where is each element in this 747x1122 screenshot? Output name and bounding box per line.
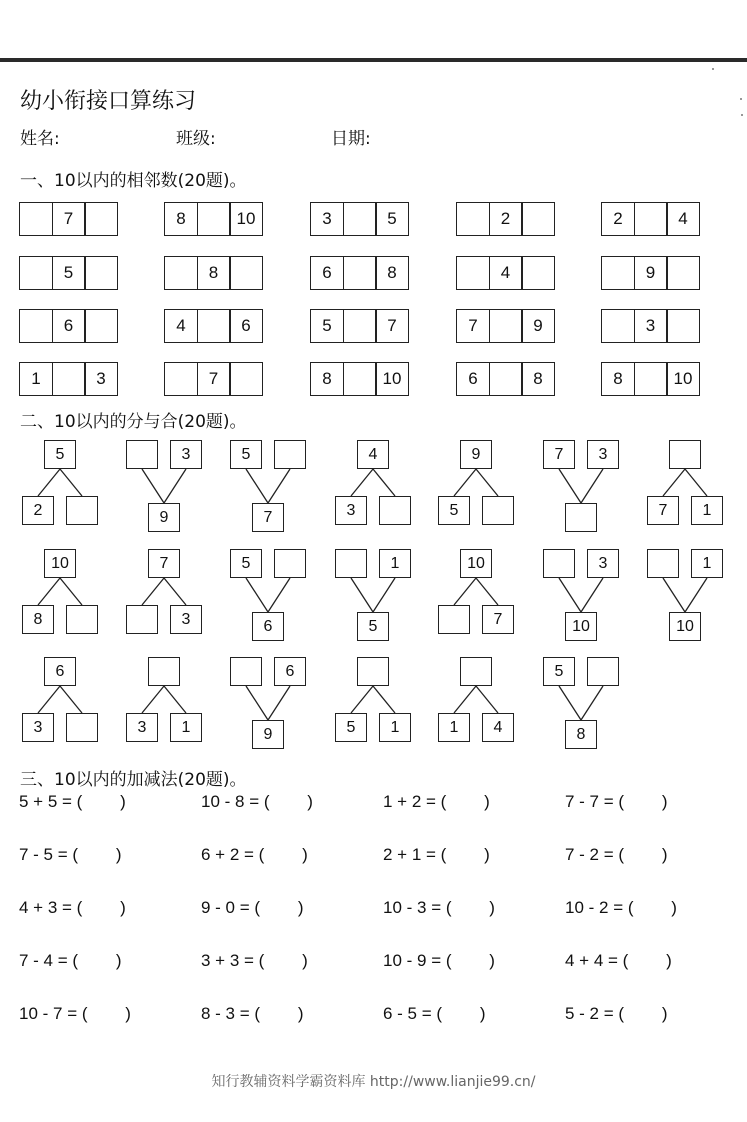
bond-line — [476, 578, 498, 605]
bond-line — [60, 469, 82, 496]
blank-answer-box[interactable] — [601, 256, 635, 290]
number-box: 4 — [164, 309, 198, 343]
neighbor-group — [164, 362, 263, 396]
neighbor-group — [19, 202, 118, 236]
blank-answer-box[interactable] — [647, 549, 679, 578]
neighbor-group — [310, 256, 409, 290]
number-box: 6 — [229, 309, 263, 343]
number-box: 7 — [252, 503, 284, 532]
number-box: 3 — [170, 605, 202, 634]
blank-answer-box[interactable] — [379, 496, 411, 525]
bond-line — [60, 686, 82, 713]
scan-speck — [712, 68, 714, 70]
number-box: 8 — [197, 256, 231, 290]
number-box: 1 — [691, 496, 723, 525]
equation-item[interactable]: 1 + 2 = ( ) — [383, 792, 490, 811]
number-bond-merge — [335, 549, 435, 641]
bond-line — [454, 469, 476, 496]
number-box: 5 — [44, 440, 76, 469]
number-box: 7 — [197, 362, 231, 396]
bond-line — [38, 578, 60, 605]
number-box: 5 — [357, 612, 389, 641]
bond-line — [581, 578, 603, 612]
number-box: 6 — [44, 657, 76, 686]
number-box: 5 — [52, 256, 86, 290]
equation-item[interactable]: 9 - 0 = ( ) — [201, 898, 304, 917]
blank-answer-box[interactable] — [197, 202, 231, 236]
blank-answer-box[interactable] — [460, 657, 492, 686]
blank-answer-box[interactable] — [84, 256, 118, 290]
number-box: 3 — [84, 362, 118, 396]
blank-answer-box[interactable] — [634, 202, 668, 236]
number-box: 8 — [375, 256, 409, 290]
bond-line — [164, 686, 186, 713]
number-box: 1 — [438, 713, 470, 742]
number-box: 8 — [565, 720, 597, 749]
blank-answer-box[interactable] — [66, 496, 98, 525]
blank-answer-box[interactable] — [587, 657, 619, 686]
number-bond-split — [335, 440, 435, 532]
number-box: 3 — [126, 713, 158, 742]
neighbor-group — [310, 309, 409, 343]
bond-line — [164, 469, 186, 503]
equation-item[interactable]: 10 - 2 = ( ) — [565, 898, 677, 917]
number-box: 9 — [252, 720, 284, 749]
number-box: 4 — [666, 202, 700, 236]
number-box: 9 — [148, 503, 180, 532]
bond-line — [685, 578, 707, 612]
neighbor-group — [19, 362, 118, 396]
number-bond-merge — [230, 549, 330, 641]
bond-line — [246, 686, 268, 720]
number-box: 1 — [691, 549, 723, 578]
number-box: 1 — [379, 549, 411, 578]
bond-line — [268, 578, 290, 612]
blank-answer-box[interactable] — [438, 605, 470, 634]
number-box: 6 — [310, 256, 344, 290]
number-bond-merge — [230, 440, 330, 532]
bond-line — [559, 578, 581, 612]
number-box: 1 — [170, 713, 202, 742]
number-bond-split — [126, 657, 226, 749]
number-bond-merge — [543, 549, 643, 641]
blank-answer-box[interactable] — [229, 362, 263, 396]
bond-line — [454, 686, 476, 713]
blank-answer-box[interactable] — [343, 202, 377, 236]
number-box: 3 — [587, 549, 619, 578]
number-bond-split — [438, 657, 538, 749]
equation-item[interactable]: 7 - 4 = ( ) — [19, 951, 122, 970]
neighbor-group — [456, 362, 555, 396]
number-box: 10 — [375, 362, 409, 396]
blank-answer-box[interactable] — [521, 256, 555, 290]
blank-answer-box[interactable] — [565, 503, 597, 532]
number-box: 5 — [230, 440, 262, 469]
bond-line — [38, 469, 60, 496]
blank-answer-box[interactable] — [164, 256, 198, 290]
bond-line — [268, 686, 290, 720]
equation-item[interactable]: 3 + 3 = ( ) — [201, 951, 308, 970]
blank-answer-box[interactable] — [357, 657, 389, 686]
bond-line — [373, 469, 395, 496]
blank-answer-box[interactable] — [66, 605, 98, 634]
number-box: 5 — [335, 713, 367, 742]
number-box: 9 — [634, 256, 668, 290]
section-2-title: 二、10以内的分与合(20题)。 — [20, 412, 247, 432]
number-bond-split — [438, 549, 538, 641]
equation-item[interactable]: 7 - 2 = ( ) — [565, 845, 668, 864]
number-box: 5 — [543, 657, 575, 686]
number-bond-merge — [543, 440, 643, 532]
number-box: 9 — [460, 440, 492, 469]
bond-line — [476, 469, 498, 496]
number-box: 3 — [335, 496, 367, 525]
number-box: 3 — [310, 202, 344, 236]
bond-line — [268, 469, 290, 503]
number-box: 8 — [521, 362, 555, 396]
number-bond-split — [438, 440, 538, 532]
bond-line — [559, 686, 581, 720]
number-box: 7 — [52, 202, 86, 236]
number-bond-merge — [647, 549, 747, 641]
bond-line — [164, 578, 186, 605]
neighbor-group — [164, 202, 263, 236]
number-box: 10 — [229, 202, 263, 236]
name-label: 姓名: — [20, 129, 60, 149]
equation-item[interactable]: 4 + 3 = ( ) — [19, 898, 126, 917]
number-box: 10 — [666, 362, 700, 396]
blank-answer-box[interactable] — [274, 440, 306, 469]
neighbor-group — [601, 309, 700, 343]
blank-answer-box[interactable] — [19, 256, 53, 290]
neighbor-group — [601, 362, 700, 396]
blank-answer-box[interactable] — [343, 309, 377, 343]
number-box: 3 — [634, 309, 668, 343]
equation-item[interactable]: 6 + 2 = ( ) — [201, 845, 308, 864]
number-box: 5 — [375, 202, 409, 236]
bond-line — [373, 578, 395, 612]
equation-item[interactable]: 10 - 7 = ( ) — [19, 1004, 131, 1023]
equation-item[interactable]: 10 - 3 = ( ) — [383, 898, 495, 917]
number-box: 10 — [565, 612, 597, 641]
page-title: 幼小衔接口算练习 — [20, 89, 197, 114]
neighbor-group — [456, 202, 555, 236]
number-box: 8 — [164, 202, 198, 236]
number-box: 4 — [482, 713, 514, 742]
number-box: 8 — [310, 362, 344, 396]
blank-answer-box[interactable] — [343, 362, 377, 396]
neighbor-group — [456, 309, 555, 343]
bond-line — [373, 686, 395, 713]
bond-line — [38, 686, 60, 713]
number-box: 2 — [601, 202, 635, 236]
number-box: 6 — [252, 612, 284, 641]
neighbor-group — [601, 256, 700, 290]
number-box: 1 — [19, 362, 53, 396]
blank-answer-box[interactable] — [84, 309, 118, 343]
number-box: 3 — [22, 713, 54, 742]
bond-line — [685, 469, 707, 496]
scan-speck — [741, 114, 743, 116]
equation-item[interactable]: 4 + 4 = ( ) — [565, 951, 672, 970]
number-bond-merge — [230, 657, 330, 749]
bond-line — [559, 469, 581, 503]
blank-answer-box[interactable] — [343, 256, 377, 290]
bond-line — [142, 578, 164, 605]
number-bond-split — [22, 657, 122, 749]
blank-answer-box[interactable] — [666, 309, 700, 343]
blank-answer-box[interactable] — [274, 549, 306, 578]
equation-item[interactable]: 10 - 9 = ( ) — [383, 951, 495, 970]
number-box: 7 — [456, 309, 490, 343]
bond-line — [351, 578, 373, 612]
number-box: 5 — [310, 309, 344, 343]
number-box: 10 — [44, 549, 76, 578]
blank-answer-box[interactable] — [66, 713, 98, 742]
number-box: 2 — [489, 202, 523, 236]
blank-answer-box[interactable] — [456, 202, 490, 236]
number-box: 6 — [52, 309, 86, 343]
date-label: 日期: — [331, 129, 371, 149]
neighbor-group — [164, 309, 263, 343]
blank-answer-box[interactable] — [126, 605, 158, 634]
number-box: 10 — [669, 612, 701, 641]
blank-answer-box[interactable] — [634, 362, 668, 396]
bond-line — [663, 578, 685, 612]
number-bond-split — [22, 440, 122, 532]
equation-item[interactable]: 10 - 8 = ( ) — [201, 792, 313, 811]
blank-answer-box[interactable] — [126, 440, 158, 469]
number-box: 2 — [22, 496, 54, 525]
blank-answer-box[interactable] — [489, 362, 523, 396]
blank-answer-box[interactable] — [19, 202, 53, 236]
blank-answer-box[interactable] — [669, 440, 701, 469]
number-bond-merge — [543, 657, 643, 749]
number-box: 8 — [601, 362, 635, 396]
blank-answer-box[interactable] — [148, 657, 180, 686]
neighbor-group — [19, 309, 118, 343]
neighbor-group — [310, 362, 409, 396]
blank-answer-box[interactable] — [164, 362, 198, 396]
number-bond-split — [22, 549, 122, 641]
number-bond-split — [647, 440, 747, 532]
number-box: 7 — [148, 549, 180, 578]
scan-speck — [740, 98, 742, 100]
number-box: 7 — [375, 309, 409, 343]
number-box: 7 — [482, 605, 514, 634]
equation-item[interactable]: 7 - 5 = ( ) — [19, 845, 122, 864]
blank-answer-box[interactable] — [229, 256, 263, 290]
blank-answer-box[interactable] — [19, 309, 53, 343]
equation-item[interactable]: 5 + 5 = ( ) — [19, 792, 126, 811]
neighbor-group — [19, 256, 118, 290]
blank-answer-box[interactable] — [456, 256, 490, 290]
number-bond-merge — [126, 440, 226, 532]
number-box: 5 — [230, 549, 262, 578]
blank-answer-box[interactable] — [489, 309, 523, 343]
bond-line — [476, 686, 498, 713]
equation-item[interactable]: 2 + 1 = ( ) — [383, 845, 490, 864]
class-label: 班级: — [176, 129, 216, 149]
number-box: 6 — [274, 657, 306, 686]
bond-line — [581, 686, 603, 720]
bond-line — [246, 469, 268, 503]
number-box: 6 — [456, 362, 490, 396]
equation-item[interactable]: 5 - 2 = ( ) — [565, 1004, 668, 1023]
number-box: 10 — [460, 549, 492, 578]
blank-answer-box[interactable] — [230, 657, 262, 686]
equation-item[interactable]: 7 - 7 = ( ) — [565, 792, 668, 811]
number-box: 9 — [521, 309, 555, 343]
blank-answer-box[interactable] — [52, 362, 86, 396]
number-box: 4 — [357, 440, 389, 469]
blank-answer-box[interactable] — [601, 309, 635, 343]
top-rule — [0, 58, 747, 62]
number-box: 1 — [379, 713, 411, 742]
blank-answer-box[interactable] — [84, 202, 118, 236]
blank-answer-box[interactable] — [521, 202, 555, 236]
bond-line — [581, 469, 603, 503]
number-box: 7 — [543, 440, 575, 469]
number-box: 4 — [489, 256, 523, 290]
number-box: 5 — [438, 496, 470, 525]
bond-line — [142, 686, 164, 713]
number-box: 3 — [587, 440, 619, 469]
bond-line — [663, 469, 685, 496]
section-3-title: 三、10以内的加减法(20题)。 — [20, 770, 247, 790]
number-bond-split — [335, 657, 435, 749]
equation-item[interactable]: 8 - 3 = ( ) — [201, 1004, 304, 1023]
neighbor-group — [456, 256, 555, 290]
section-1-title: 一、10以内的相邻数(20题)。 — [20, 171, 247, 191]
neighbor-group — [310, 202, 409, 236]
footer-watermark: 知行教辅资料学霸资料库 http://www.lianjie99.cn/ — [211, 1074, 536, 1090]
number-box: 3 — [170, 440, 202, 469]
bond-line — [351, 686, 373, 713]
number-box: 7 — [647, 496, 679, 525]
number-box: 8 — [22, 605, 54, 634]
equation-item[interactable]: 6 - 5 = ( ) — [383, 1004, 486, 1023]
number-bond-split — [126, 549, 226, 641]
blank-answer-box[interactable] — [543, 549, 575, 578]
blank-answer-box[interactable] — [482, 496, 514, 525]
bond-line — [454, 578, 476, 605]
blank-answer-box[interactable] — [666, 256, 700, 290]
blank-answer-box[interactable] — [335, 549, 367, 578]
bond-line — [142, 469, 164, 503]
neighbor-group — [164, 256, 263, 290]
bond-line — [246, 578, 268, 612]
bond-line — [60, 578, 82, 605]
neighbor-group — [601, 202, 700, 236]
blank-answer-box[interactable] — [197, 309, 231, 343]
bond-line — [351, 469, 373, 496]
